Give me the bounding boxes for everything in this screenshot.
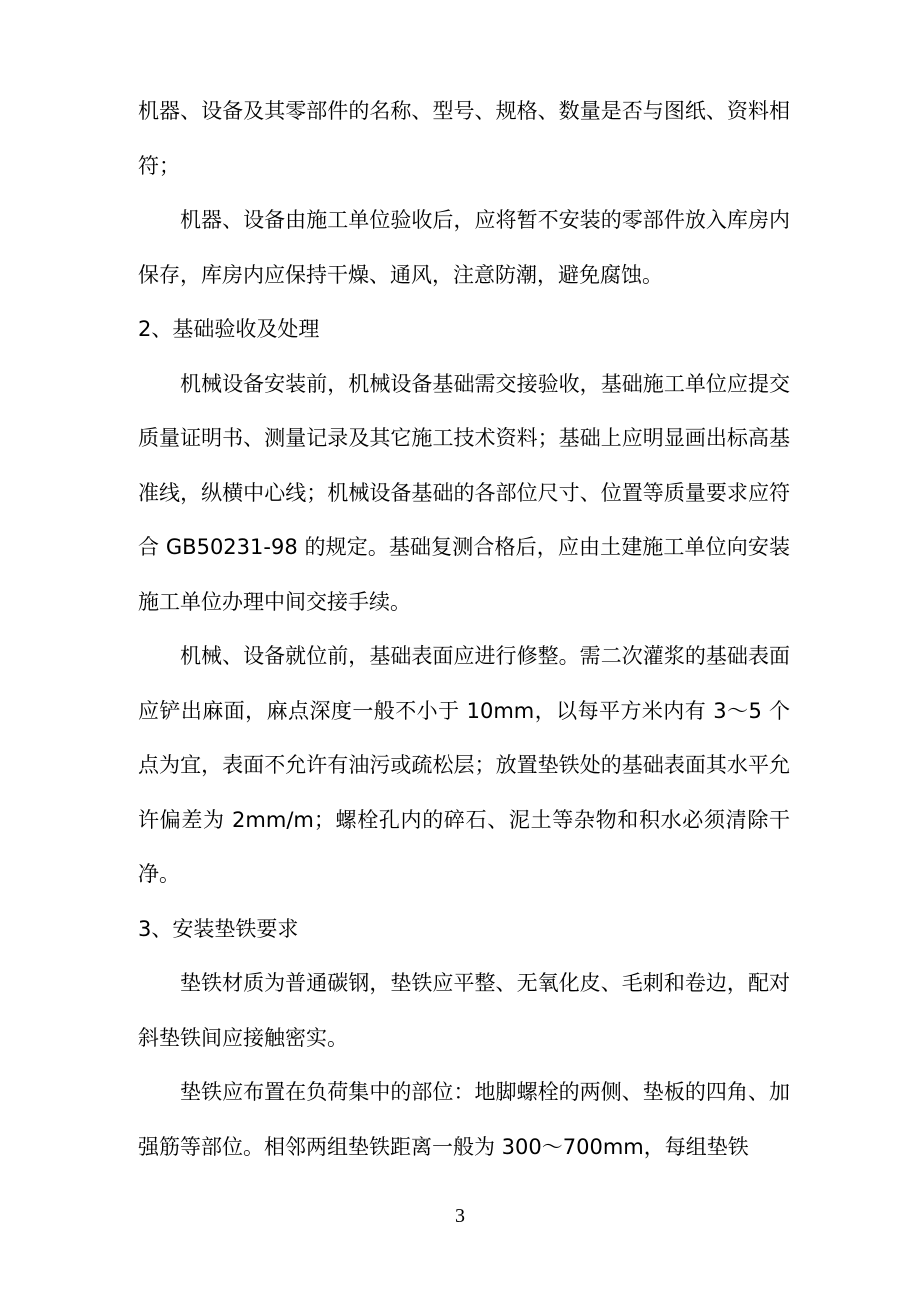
paragraph-shim-material: 垫铁材质为普通碳钢，垫铁应平整、无氧化皮、毛刺和卷边，配对斜垫铁间应接触密实。 bbox=[138, 971, 790, 1050]
section-heading-foundation: 2、基础验收及处理 bbox=[138, 317, 320, 341]
paragraph-acceptance-storage: 机器、设备由施工单位验收后，应将暂不安装的零部件放入库房内保存，库房内应保持干燥、通风，注意防潮，避免腐蚀。 bbox=[138, 208, 790, 287]
paragraph-foundation-surface: 机械、设备就位前，基础表面应进行修整。需二次灌浆的基础表面应铲出麻面，麻点深度一般不小于 10mm，以每平方米内有 3～5 个点为宜，表面不允许有油污或疏松层；放置垫铁处的基础表面其水平允许偏差为 2mm/m；螺栓孔内的碎石、泥土等杂物和积水必须清除干净。 bbox=[138, 644, 790, 886]
section-heading-shim: 3、安装垫铁要求 bbox=[138, 916, 299, 941]
page-number: 3 bbox=[455, 1205, 465, 1227]
paragraph-continuation: 机器、设备及其零部件的名称、型号、规格、数量是否与图纸、资料相符； bbox=[138, 99, 790, 178]
paragraph-foundation-handover: 机械设备安装前，机械设备基础需交接验收，基础施工单位应提交质量证明书、测量记录及其它施工技术资料；基础上应明显画出标高基准线，纵横中心线；机械设备基础的各部位尺寸、位置等质量要求应符合 GB50231-98 的规定。基础复测合格后，应由土建施工单位向安装施工单位办理中间交接手续。 bbox=[138, 371, 790, 614]
document-body bbox=[138, 84, 790, 1174]
paragraph-shim-placement: 垫铁应布置在负荷集中的部位：地脚螺栓的两侧、垫板的四角、加强筋等部位。相邻两组垫铁距离一般为 300～700mm，每组垫铁 bbox=[138, 1080, 790, 1159]
